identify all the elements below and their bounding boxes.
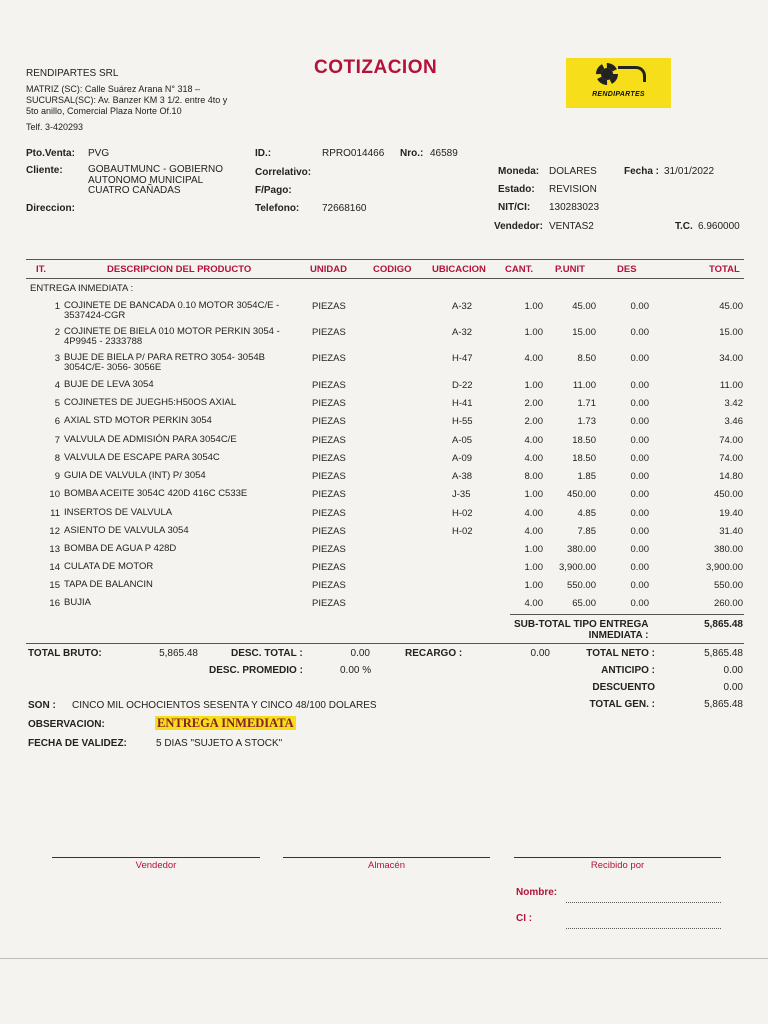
id-label: ID.: — [255, 148, 272, 159]
item-description: AXIAL STD MOTOR PERKIN 3054 — [64, 415, 212, 426]
item-total: 31.40 — [719, 526, 743, 537]
nombre-field-line — [566, 902, 721, 903]
item-location: H-55 — [452, 416, 473, 427]
col-cant: CANT. — [505, 264, 533, 275]
recibido-signature-label: Recibido por — [590, 860, 645, 871]
son-value: CINCO MIL OCHOCIENTOS SESENTA Y CINCO 48/100 DOLARES — [72, 700, 377, 711]
desc-total-label: DESC. TOTAL : — [231, 648, 303, 659]
item-unit: PIEZAS — [312, 453, 346, 464]
item-quantity: 4.00 — [524, 598, 543, 609]
total-gen-label: TOTAL GEN. : — [589, 699, 655, 710]
subtotal-label-line: INMEDIATA : — [588, 630, 649, 641]
validez-label: FECHA DE VALIDEZ: — [28, 738, 127, 749]
item-total: 3.42 — [724, 398, 743, 409]
item-unit: PIEZAS — [312, 380, 346, 391]
col-unidad: UNIDAD — [310, 264, 347, 275]
item-description: VALVULA DE ESCAPE PARA 3054C — [64, 452, 220, 463]
item-quantity: 1.00 — [524, 544, 543, 555]
item-quantity: 2.00 — [524, 416, 543, 427]
item-discount: 0.00 — [630, 562, 649, 573]
telefono-label: Telefono: — [255, 203, 300, 214]
pto-venta-label: Pto.Venta: — [26, 148, 75, 159]
item-location: H-02 — [452, 508, 473, 519]
item-number: 3 — [54, 353, 60, 364]
item-description: ASIENTO DE VALVULA 3054 — [64, 525, 189, 536]
item-total: 19.40 — [719, 508, 743, 519]
item-total: 45.00 — [719, 301, 743, 312]
item-unit-price: 4.85 — [577, 508, 596, 519]
cliente-line: GOBAUTMUNC - GOBIERNO — [88, 164, 224, 175]
item-unit: PIEZAS — [312, 327, 346, 338]
item-number: 16 — [49, 598, 60, 609]
item-unit-price: 550.00 — [566, 580, 596, 591]
group-label: ENTREGA INMEDIATA : — [30, 283, 134, 294]
table-row — [0, 301, 768, 319]
vendedor-label: Vendedor: — [494, 221, 543, 232]
item-total: 380.00 — [713, 544, 743, 555]
address-line: MATRIZ (SC): Calle Suárez Arana N° 318 – — [26, 84, 200, 94]
desc-total-value: 0.00 — [350, 648, 370, 659]
descuento-label: DESCUENTO — [592, 682, 655, 693]
item-quantity: 1.00 — [524, 489, 543, 500]
item-discount: 0.00 — [630, 353, 649, 364]
item-discount: 0.00 — [630, 327, 649, 338]
item-unit-price: 18.50 — [572, 453, 596, 464]
cliente-label: Cliente: — [26, 165, 63, 176]
total-bruto-label: TOTAL BRUTO: — [28, 648, 102, 659]
item-quantity: 4.00 — [524, 508, 543, 519]
item-total: 3.46 — [724, 416, 743, 427]
anticipo-label: ANTICIPO : — [601, 665, 655, 676]
item-total: 15.00 — [719, 327, 743, 338]
item-number: 6 — [54, 416, 60, 427]
item-location: A-32 — [452, 327, 473, 338]
item-discount: 0.00 — [630, 301, 649, 312]
item-unit: PIEZAS — [312, 398, 346, 409]
item-quantity: 1.00 — [524, 580, 543, 591]
item-description: COJINETE DE BIELA 010 MOTOR PERKIN 3054 - 4P9945 - 2333788 — [64, 326, 280, 347]
fecha-value: 31/01/2022 — [664, 166, 715, 177]
item-total: 550.00 — [713, 580, 743, 591]
document-title: COTIZACION — [314, 57, 438, 78]
almacen-signature-line — [283, 857, 490, 858]
tc-label: T.C. — [675, 221, 693, 232]
vendedor-signature-line — [52, 857, 260, 858]
item-description: BOMBA ACEITE 3054C 420D 416C C533E — [64, 488, 248, 499]
recargo-value: 0.00 — [530, 648, 550, 659]
item-discount: 0.00 — [630, 435, 649, 446]
vendedor-value: VENTAS2 — [549, 221, 594, 232]
item-discount: 0.00 — [630, 471, 649, 482]
item-description: BUJE DE BIELA P/ PARA RETRO 3054- 3054B 3054C/E- 3056- 3056E — [64, 352, 265, 373]
subtotal-label — [514, 619, 648, 641]
item-unit-price: 450.00 — [566, 489, 596, 500]
item-quantity: 2.00 — [524, 398, 543, 409]
total-neto-label: TOTAL NETO : — [586, 648, 655, 659]
item-quantity: 1.00 — [524, 327, 543, 338]
item-unit: PIEZAS — [312, 508, 346, 519]
nit-label: NIT/CI: — [498, 202, 531, 213]
son-label: SON : — [28, 700, 56, 711]
item-unit: PIEZAS — [312, 526, 346, 537]
table-row — [0, 580, 768, 598]
recargo-label: RECARGO : — [405, 648, 463, 659]
item-number: 7 — [54, 435, 60, 446]
item-unit-price: 45.00 — [572, 301, 596, 312]
company-logo — [566, 58, 671, 108]
table-row — [0, 435, 768, 453]
address-line: SUCURSAL(SC): Av. Banzer KM 3 1/2. entre 4to y — [26, 95, 228, 105]
item-description: BOMBA DE AGUA P 428D — [64, 543, 177, 554]
item-total: 74.00 — [719, 435, 743, 446]
company-name: RENDIPARTES SRL — [26, 68, 119, 79]
item-quantity: 1.00 — [524, 562, 543, 573]
table-row — [0, 544, 768, 562]
item-number: 2 — [54, 327, 60, 338]
item-total: 450.00 — [713, 489, 743, 500]
item-number: 12 — [49, 526, 60, 537]
item-total: 34.00 — [719, 353, 743, 364]
observacion-label: OBSERVACION: — [28, 719, 105, 730]
item-unit-price: 15.00 — [572, 327, 596, 338]
item-total: 260.00 — [713, 598, 743, 609]
nombre-label: Nombre: — [516, 887, 558, 898]
item-number: 1 — [54, 301, 60, 312]
logo-text: RENDIPARTES — [592, 91, 645, 98]
totals-rule — [26, 643, 744, 644]
table-row — [0, 526, 768, 544]
estado-value: REVISION — [549, 184, 597, 195]
item-unit: PIEZAS — [312, 562, 346, 573]
item-number: 9 — [54, 471, 60, 482]
item-discount: 0.00 — [630, 416, 649, 427]
item-location: J-35 — [452, 489, 471, 500]
item-total: 74.00 — [719, 453, 743, 464]
total-gen-value: 5,865.48 — [704, 699, 743, 710]
item-description: BUJE DE LEVA 3054 — [64, 379, 154, 390]
item-unit-price: 380.00 — [566, 544, 596, 555]
item-location: A-05 — [452, 435, 473, 446]
item-location: D-22 — [452, 380, 473, 391]
item-unit-price: 8.50 — [577, 353, 596, 364]
ci-label: CI : — [516, 913, 533, 924]
desc-promedio-label: DESC. PROMEDIO : — [209, 665, 303, 676]
descuento-value: 0.00 — [723, 682, 743, 693]
col-descripcion: DESCRIPCION DEL PRODUCTO — [107, 264, 252, 275]
item-number: 5 — [54, 398, 60, 409]
item-number: 10 — [49, 489, 60, 500]
item-discount: 0.00 — [630, 526, 649, 537]
item-unit-price: 11.00 — [572, 380, 596, 391]
table-row — [0, 380, 768, 398]
item-discount: 0.00 — [630, 508, 649, 519]
table-row — [0, 327, 768, 345]
direccion-label: Direccion: — [26, 203, 75, 214]
item-unit-price: 1.71 — [577, 398, 596, 409]
item-location: A-38 — [452, 471, 473, 482]
item-unit: PIEZAS — [312, 471, 346, 482]
nit-value: 130283023 — [549, 202, 600, 213]
item-quantity: 4.00 — [524, 435, 543, 446]
page-bottom-rule — [0, 958, 768, 959]
id-value: RPRO014466 — [322, 148, 385, 159]
item-description: VALVULA DE ADMISIÓN PARA 3054C/E — [64, 434, 237, 445]
subtotal-rule — [510, 614, 744, 615]
cliente-line: AUTONOMO MUNICIPAL — [88, 174, 204, 186]
col-punit: P.UNIT — [555, 264, 585, 275]
col-des: DES — [617, 264, 637, 275]
item-description: BUJIA — [64, 597, 91, 608]
item-number: 15 — [49, 580, 60, 591]
cliente-value — [88, 165, 223, 197]
item-description: COJINETE DE BANCADA 0.10 MOTOR 3054C/E - 3537424-CGR — [64, 300, 280, 321]
subtotal-value: 5,865.48 — [704, 619, 743, 630]
table-row — [0, 508, 768, 526]
item-number: 14 — [49, 562, 60, 573]
item-unit: PIEZAS — [312, 416, 346, 427]
item-unit-price: 18.50 — [572, 435, 596, 446]
item-unit: PIEZAS — [312, 598, 346, 609]
table-row — [0, 471, 768, 489]
almacen-signature-label: Almacén — [368, 860, 405, 871]
recibido-signature-line — [514, 857, 721, 858]
anticipo-value: 0.00 — [723, 665, 743, 676]
col-ubicacion: UBICACION — [432, 264, 486, 275]
table-row — [0, 353, 768, 371]
nro-label: Nro.: — [400, 148, 424, 159]
total-bruto-value: 5,865.48 — [159, 648, 198, 659]
company-address — [26, 84, 227, 117]
table-row — [0, 453, 768, 471]
item-number: 4 — [54, 380, 60, 391]
item-quantity: 4.00 — [524, 353, 543, 364]
item-quantity: 1.00 — [524, 380, 543, 391]
item-unit: PIEZAS — [312, 353, 346, 364]
item-number: 11 — [50, 508, 60, 519]
ci-field-line — [566, 928, 721, 929]
item-discount: 0.00 — [630, 453, 649, 464]
fpago-label: F/Pago: — [255, 185, 292, 196]
subtotal-label-line: SUB-TOTAL TIPO ENTREGA — [514, 619, 649, 630]
item-discount: 0.00 — [630, 580, 649, 591]
nro-value: 46589 — [430, 148, 458, 159]
estado-label: Estado: — [498, 184, 535, 195]
item-location: H-41 — [452, 398, 473, 409]
item-quantity: 4.00 — [524, 453, 543, 464]
table-row — [0, 416, 768, 434]
pto-venta-value: PVG — [88, 148, 110, 159]
col-it: IT. — [36, 264, 47, 275]
item-total: 11.00 — [719, 380, 743, 391]
item-location: H-47 — [452, 353, 473, 364]
item-unit: PIEZAS — [312, 580, 346, 591]
col-total: TOTAL — [709, 264, 740, 275]
item-quantity: 1.00 — [524, 301, 543, 312]
item-description: CULATA DE MOTOR — [64, 561, 154, 572]
total-neto-value: 5,865.48 — [704, 648, 743, 659]
item-discount: 0.00 — [630, 544, 649, 555]
desc-promedio-value: 0.00 % — [340, 665, 372, 676]
vendedor-signature-label: Vendedor — [135, 860, 177, 871]
item-quantity: 8.00 — [524, 471, 543, 482]
col-codigo: CODIGO — [373, 264, 412, 275]
item-location: A-09 — [452, 453, 473, 464]
table-header-rule — [26, 278, 744, 279]
item-unit-price: 1.73 — [577, 416, 596, 427]
item-description: COJINETES DE JUEGH5:H50OS AXIAL — [64, 397, 237, 408]
fecha-label: Fecha : — [624, 166, 660, 177]
item-quantity: 4.00 — [524, 526, 543, 537]
validez-value: 5 DIAS "SUJETO A STOCK" — [156, 738, 283, 749]
observacion-highlight: ENTREGA INMEDIATA — [157, 716, 294, 730]
item-discount: 0.00 — [630, 380, 649, 391]
cliente-line: CUATRO CAÑADAS — [88, 185, 181, 196]
item-location: A-32 — [452, 301, 473, 312]
table-top-rule — [26, 259, 744, 260]
item-discount: 0.00 — [630, 598, 649, 609]
item-unit-price: 65.00 — [572, 598, 596, 609]
telefono-value: 72668160 — [322, 203, 367, 214]
item-unit: PIEZAS — [312, 489, 346, 500]
item-unit-price: 3,900.00 — [559, 562, 596, 573]
item-discount: 0.00 — [630, 489, 649, 500]
company-phone: Telf. 3-420293 — [26, 122, 84, 132]
item-unit: PIEZAS — [312, 301, 346, 312]
item-description: TAPA DE BALANCIN — [64, 579, 153, 590]
item-number: 13 — [49, 544, 60, 555]
item-total: 3,900.00 — [706, 562, 743, 573]
item-discount: 0.00 — [630, 398, 649, 409]
excavator-icon — [618, 66, 646, 82]
address-line: 5to anillo, Comercial Plaza Norte Of.10 — [26, 106, 182, 116]
item-unit: PIEZAS — [312, 435, 346, 446]
item-unit: PIEZAS — [312, 544, 346, 555]
tc-value: 6.960000 — [698, 221, 740, 232]
moneda-label: Moneda: — [498, 166, 540, 177]
item-location: H-02 — [452, 526, 473, 537]
item-unit-price: 7.85 — [577, 526, 596, 537]
observacion-value — [155, 716, 296, 731]
item-unit-price: 1.85 — [577, 471, 596, 482]
moneda-value: DOLARES — [549, 166, 597, 177]
item-description: INSERTOS DE VALVULA — [64, 507, 173, 518]
item-description: GUIA DE VALVULA (INT) P/ 3054 — [64, 470, 206, 481]
table-row — [0, 562, 768, 580]
table-row — [0, 398, 768, 416]
table-row — [0, 489, 768, 507]
item-total: 14.80 — [719, 471, 743, 482]
item-number: 8 — [54, 453, 60, 464]
correlativo-label: Correlativo: — [255, 167, 312, 178]
